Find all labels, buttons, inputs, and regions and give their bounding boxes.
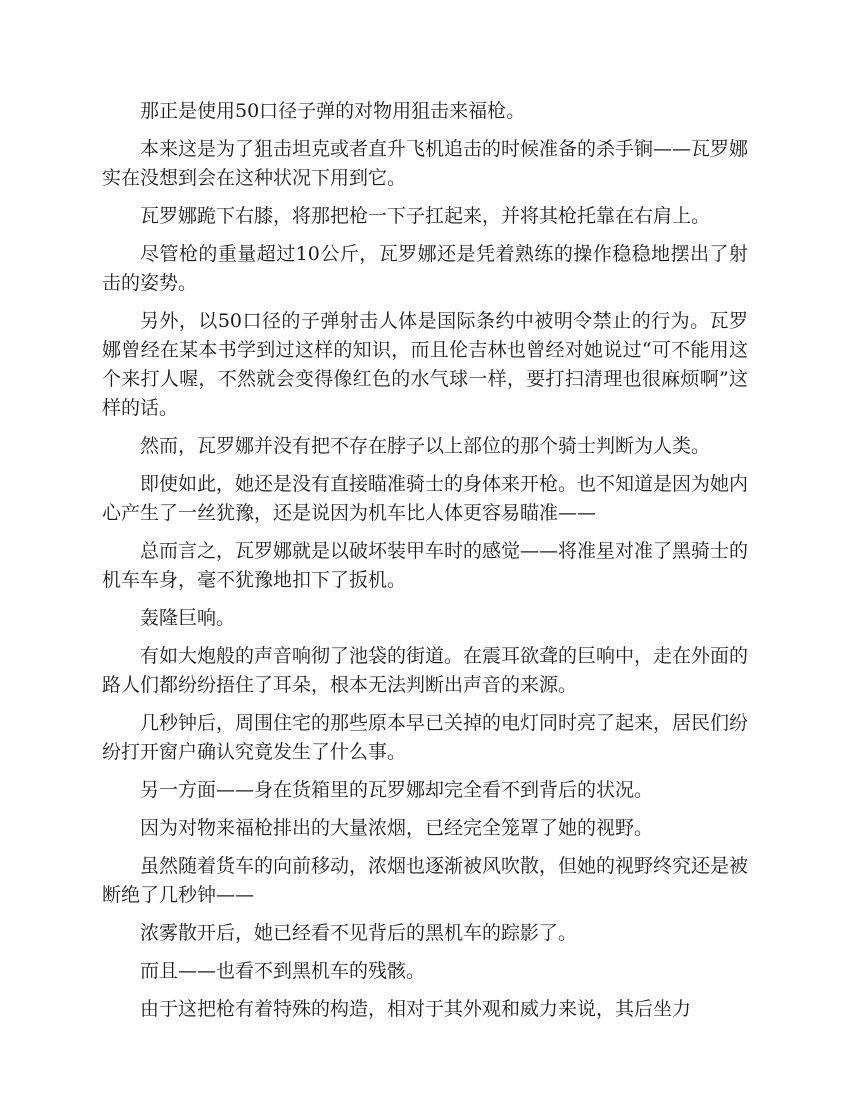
body-text bbox=[102, 97, 748, 1033]
paragraph-7: 即使如此，她还是没有直接瞄准骑士的身体来开枪。也不知道是因为她内心产生了一丝犹豫，还是说因为机车比人体更容易瞄准—— bbox=[102, 473, 749, 524]
paragraph-4: 尽管枪的重量超过10公斤，瓦罗娜还是凭着熟练的操作稳稳地摆出了射击的姿势。 bbox=[102, 243, 748, 294]
paragraph-1: 那正是使用50口径子弹的对物用狙击来福枪。 bbox=[140, 100, 526, 122]
paragraph-5: 另外，以50口径的子弹射击人体是国际条约中被明令禁止的行为。瓦罗娜曾经在某本书学到过这样的知识，而且伦吉林也曾经对她说过“可不能用这个来打人喔，不然就会变得像红色的水气球一样，要打扫清理也很麻烦啊”这样的话。 bbox=[102, 310, 748, 419]
paragraph-15: 浓雾散开后，她已经看不见背后的黑机车的踪影了。 bbox=[140, 922, 578, 944]
paragraph-17: 由于这把枪有着特殊的构造，相对于其外观和威力来说，其后坐力 bbox=[140, 998, 692, 1020]
paragraph-8: 总而言之，瓦罗娜就是以破坏装甲车时的感觉——将准星对准了黑骑士的机车车身，毫不犹豫地扣下了扳机。 bbox=[102, 540, 749, 591]
paragraph-6: 然而，瓦罗娜并没有把不存在脖子以上部位的那个骑士判断为人类。 bbox=[140, 435, 711, 457]
paragraph-14: 虽然随着货车的向前移动，浓烟也逐渐被风吹散，但她的视野终究还是被断绝了几秒钟—— bbox=[102, 855, 749, 906]
paragraph-3: 瓦罗娜跪下右膝，将那把枪一下子扛起来，并将其枪托靠在右肩上。 bbox=[140, 205, 711, 227]
paragraph-9: 轰隆巨响。 bbox=[140, 607, 236, 629]
paragraph-13: 因为对物来福枪排出的大量浓烟，已经完全笼罩了她的视野。 bbox=[140, 817, 654, 839]
paragraph-11: 几秒钟后，周围住宅的那些原本早已关掉的电灯同时亮了起来，居民们纷纷打开窗户确认究竟发生了什么事。 bbox=[102, 712, 749, 763]
paragraph-16: 而且——也看不到黑机车的残骸。 bbox=[140, 960, 426, 982]
paragraph-12: 另一方面——身在货箱里的瓦罗娜却完全看不到背后的状况。 bbox=[140, 779, 654, 801]
paragraph-10: 有如大炮般的声音响彻了池袋的街道。在震耳欲聋的巨响中，走在外面的路人们都纷纷捂住了耳朵，根本无法判断出声音的来源。 bbox=[102, 645, 749, 696]
paragraph-2: 本来这是为了狙击坦克或者直升飞机追击的时候准备的杀手锏——瓦罗娜实在没想到会在这种状况下用到它。 bbox=[102, 138, 749, 189]
